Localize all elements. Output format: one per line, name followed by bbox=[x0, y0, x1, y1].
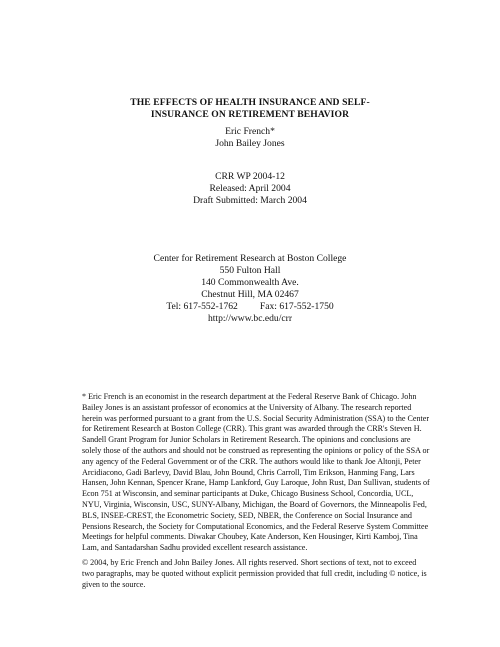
address-line: 140 Commonwealth Ave. bbox=[201, 277, 299, 288]
author-name: John Bailey Jones bbox=[215, 138, 285, 149]
submission-date: Draft Submitted: March 2004 bbox=[193, 195, 307, 206]
contact-numbers bbox=[0, 301, 500, 313]
copyright-line: © 2004, by Eric French and John Bailey Jones. All rights reserved. Short sections of text, not to exceed bbox=[82, 558, 417, 567]
footnote-line: Sandell Grant Program for Junior Scholars in Retirement Research. The opinions and conclusions are bbox=[82, 435, 411, 445]
working-paper-number: CRR WP 2004-12 bbox=[215, 171, 285, 182]
institution-address bbox=[0, 253, 500, 325]
footnote-line: Pensions Research, the Society for Computational Economics, and the Federal Reserve System Committee bbox=[82, 521, 429, 531]
title-line-2: INSURANCE ON RETIREMENT BEHAVIOR bbox=[150, 109, 350, 120]
copyright-line: given to the source. bbox=[82, 579, 146, 589]
author-name: Eric French* bbox=[225, 126, 275, 137]
footnote-line: Arcidiacono, Gadi Barlevy, David Blau, John Bound, Chris Carroll, Tim Erikson, Hanming Fang, Lars bbox=[82, 467, 415, 477]
footnote-line: Meetings for helpful comments. Diwakar Choubey, Kate Anderson, Ken Housinger, Kirti Kamboj, Tina bbox=[82, 532, 418, 542]
footnote-line: NYU, Virginia, Wisconsin, USC, SUNY-Albany, Michigan, the Board of Governors, the Minneapolis Fed, bbox=[82, 499, 427, 509]
footnote-line: herein was performed pursuant to a grant from the U.S. Social Security Administration (SSA) to the Center bbox=[82, 413, 430, 423]
paper-title bbox=[0, 97, 500, 121]
copyright-line: two paragraphs, may be quoted without explicit permission provided that full credit, including © notice, is bbox=[82, 568, 427, 578]
address-line: 550 Fulton Hall bbox=[219, 265, 281, 276]
release-date: Released: April 2004 bbox=[209, 183, 291, 194]
copyright-notice bbox=[82, 558, 427, 590]
fax: Fax: 617-552-1750 bbox=[259, 301, 334, 312]
footnote-line: Bailey Jones is an assistant professor of economics at the University of Albany. The research reported bbox=[82, 402, 412, 412]
footnote-line: Hansen, John Kennan, Spencer Krane, Hamp Lankford, Guy Laroque, John Rust, Dan Sullivan, students of bbox=[82, 478, 430, 488]
author-footnote bbox=[82, 392, 430, 554]
footnote-line: Econ 751 at Wisconsin, and seminar participants at Duke, Chicago Business School, Concordia, UCL, bbox=[82, 489, 414, 499]
footnote-line: for Retirement Research at Boston College (CRR). This grant was awarded through the CRR's Steven H. bbox=[82, 424, 422, 434]
footnote-line: BLS, INSEE-CREST, the Econometric Society, SED, NBER, the Conference on Social Insurance and bbox=[82, 510, 412, 520]
footnote-line: * Eric French is an economist in the research department at the Federal Reserve Bank of Chicago. John bbox=[82, 392, 417, 401]
title-line-1: THE EFFECTS OF HEALTH INSURANCE AND SELF- bbox=[130, 97, 370, 108]
working-paper-info bbox=[0, 171, 500, 207]
author-block bbox=[0, 126, 500, 150]
address-city: Chestnut Hill, MA 02467 bbox=[201, 289, 299, 300]
website-link[interactable]: http://www.bc.edu/crr bbox=[207, 313, 293, 324]
institution-name: Center for Retirement Research at Boston College bbox=[153, 253, 347, 264]
footnote-line: solely those of the authors and should not be construed as representing the opinions or policy of the SSA or bbox=[82, 445, 430, 455]
telephone: Tel: 617-552-1762 bbox=[166, 301, 238, 312]
footnote-line: Lam, and Santadarshan Sadhu provided excellent research assistance. bbox=[82, 543, 308, 553]
footnote-line: any agency of the Federal Government or of the CRR. The authors would like to thank Joe Altonji, Peter bbox=[82, 456, 421, 466]
